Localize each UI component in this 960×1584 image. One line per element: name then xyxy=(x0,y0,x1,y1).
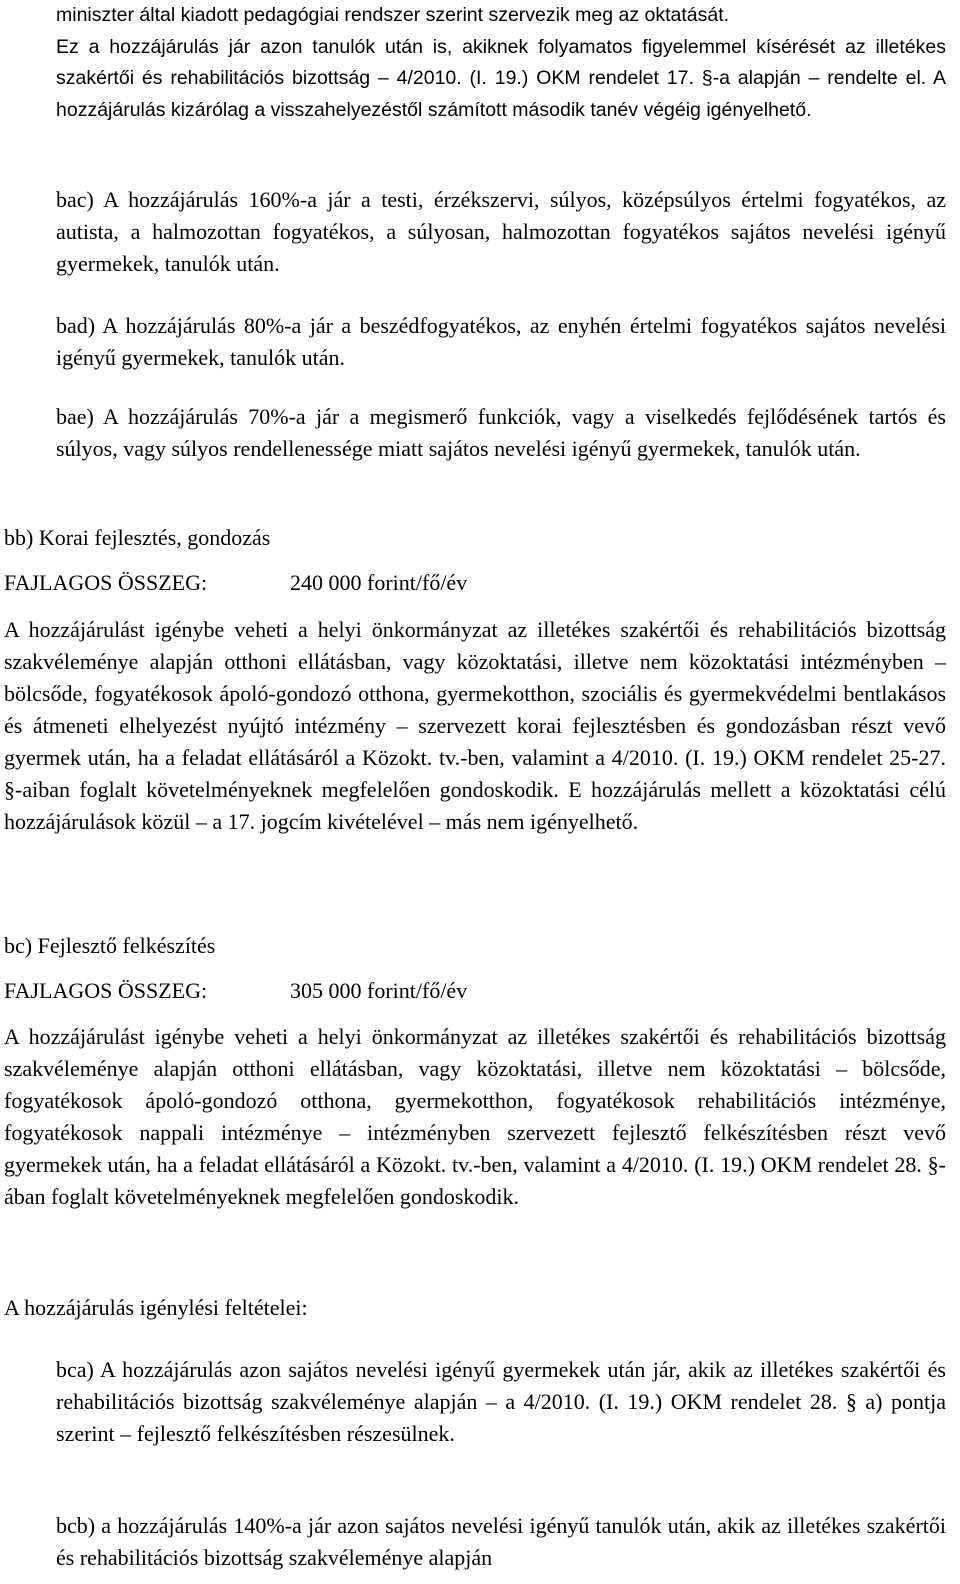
intro-line-1: miniszter által kiadott pedagógiai rendszer szerint szervezik meg az oktatását. xyxy=(56,4,730,26)
intro-line-2: Ez a hozzájárulás jár azon tanulók után is, akiknek folyamatos figyelemmel kísérését az illetékes szakértői és rehabilitációs bizottság – 4/2010. (I. 19.) OKM rendelet 17. §-a alapján – rendelte el. A hozzájárulás kizárólag a visszahelyezéstől számított második tanév végéig igényelhető. xyxy=(56,35,946,121)
paragraph-bca: bca) A hozzájárulás azon sajátos nevelési igényű gyermekek után jár, akik az illetékes szakértői és rehabilitációs bizottság szakvéleménye alapján – a 4/2010. (I. 19.) OKM rendelet 28. § a) pontja szerint – fejlesztő felkészítésben részesülnek. xyxy=(56,1357,946,1446)
amount-row-bc xyxy=(4,975,467,1007)
paragraph-bc-body: A hozzájárulást igénybe veheti a helyi önkormányzat az illetékes szakértői és rehabilitációs bizottság szakvéleménye alapján otthoni ellátásban, vagy közoktatási, illetve nem közoktatási – bölcsőde, fogyatékosok ápoló-gondozó otthona, gyermekotthon, fogyatékosok rehabilitációs intézménye, fogyatékosok nappali intézménye – intézményben szervezett fejlesztő felkészítésben részt vevő gyermekek után, ha a feladat ellátásáról a Közokt. tv.-ben, valamint a 4/2010. (I. 19.) OKM rendelet 28. §-ában foglalt követelményeknek megfelelően gondoskodik. xyxy=(4,1024,946,1209)
section-heading-bb: bb) Korai fejlesztés, gondozás xyxy=(4,525,271,550)
conditions-heading: A hozzájárulás igénylési feltételei: xyxy=(4,1295,308,1320)
section-heading-bc: bc) Fejlesztő felkészítés xyxy=(4,933,216,958)
amount-value: 305 000 forint/fő/év xyxy=(290,978,468,1003)
paragraph-bcb: bcb) a hozzájárulás 140%-a jár azon sajátos nevelési igényű tanulók után, akik az illetékes szakértői és rehabilitációs bizottság szakvéleménye alapján xyxy=(56,1513,946,1570)
paragraph-bae: bae) A hozzájárulás 70%-a jár a megismerő funkciók, vagy a viselkedés fejlődésének tartós és súlyos, vagy súlyos rendellenessége miatt sajátos nevelési igényű gyermekek, tanulók után. xyxy=(56,404,946,461)
intro-paragraph xyxy=(56,0,946,126)
paragraph-bac: bac) A hozzájárulás 160%-a jár a testi, érzékszervi, súlyos, középsúlyos értelmi fogyatékos, az autista, a halmozottan fogyatékos, a súlyosan, halmozottan fogyatékos sajátos nevelési igényű gyermekek, tanulók után. xyxy=(56,187,946,276)
paragraph-bb-body: A hozzájárulást igénybe veheti a helyi önkormányzat az illetékes szakértői és rehabilitációs bizottság szakvéleménye alapján otthoni ellátásban, vagy közoktatási, illetve nem közoktatási intézményben – bölcsőde, fogyatékosok ápoló-gondozó otthona, gyermekotthon, szociális és gyermekvédelmi bentlakásos és átmeneti elhelyezést nyújtó intézmény – szervezett korai fejlesztésben és gondozásban részt vevő gyermek után, ha a feladat ellátásáról a Közokt. tv.-ben, valamint a 4/2010. (I. 19.) OKM rendelet 25-27. §-aiban foglalt követelményeknek megfelelően gondoskodik. E hozzájárulás mellett a közoktatási célú hozzájárulások közül – a 17. jogcím kivételével – más nem igényelhető. xyxy=(4,617,946,834)
paragraph-bad: bad) A hozzájárulás 80%-a jár a beszédfogyatékos, az enyhén értelmi fogyatékos sajátos nevelési igényű gyermekek, tanulók után. xyxy=(56,313,946,370)
amount-label: FAJLAGOS ÖSSZEG: xyxy=(4,570,208,595)
amount-label: FAJLAGOS ÖSSZEG: xyxy=(4,978,208,1003)
amount-row-bb xyxy=(4,567,467,599)
amount-value: 240 000 forint/fő/év xyxy=(290,570,468,595)
